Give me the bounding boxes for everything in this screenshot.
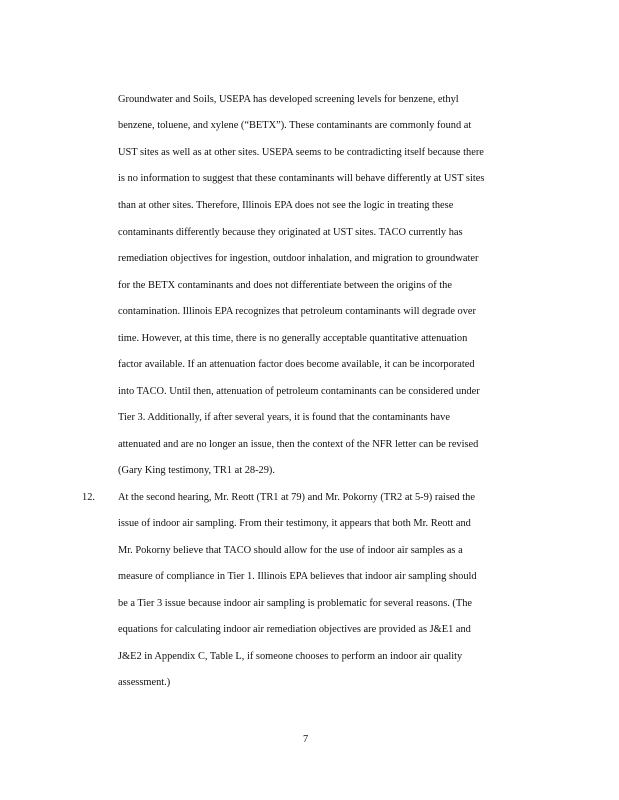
paragraph-line: attenuated and are no longer an issue, then the context of the NFR letter can be revised xyxy=(118,439,479,450)
item-line: issue of indoor air sampling. From their testimony, it appears that both Mr. Reott and xyxy=(118,518,471,529)
paragraph-line: than at other sites. Therefore, Illinois EPA does not see the logic in treating these xyxy=(118,200,454,211)
item-line: be a Tier 3 issue because indoor air sampling is problematic for several reasons. (The xyxy=(118,598,473,609)
paragraph-line: UST sites as well as at other sites. USEPA seems to be contradicting itself because there xyxy=(118,147,484,158)
item-line: measure of compliance in Tier 1. Illinois EPA believes that indoor air sampling should xyxy=(118,571,477,582)
item-line: assessment.) xyxy=(118,677,171,688)
item-line: Mr. Pokorny believe that TACO should allow for the use of indoor air samples as a xyxy=(118,545,463,556)
paragraph-line: Tier 3. Additionally, if after several years, it is found that the contaminants have xyxy=(118,412,450,423)
item-line: equations for calculating indoor air remediation objectives are provided as J&E1 and xyxy=(118,624,471,635)
paragraph-line: time. However, at this time, there is no generally acceptable quantitative attenuation xyxy=(118,333,468,344)
item-number: 12. xyxy=(82,492,95,503)
paragraph-line: factor available. If an attenuation factor does become available, it can be incorporated xyxy=(118,359,475,370)
item-line: J&E2 in Appendix C, Table L, if someone chooses to perform an indoor air quality xyxy=(118,651,463,662)
paragraph-line: is no information to suggest that these contaminants will behave differently at UST sites xyxy=(118,173,485,184)
paragraph-line: contamination. Illinois EPA recognizes that petroleum contaminants will degrade over xyxy=(118,306,477,317)
paragraph-line: for the BETX contaminants and does not differentiate between the origins of the xyxy=(118,280,452,291)
page-number: 7 xyxy=(303,734,309,745)
paragraph-line: contaminants differently because they originated at UST sites. TACO currently has xyxy=(118,227,463,238)
paragraph-line: benzene, toluene, and xylene (“BETX”). These contaminants are commonly found at xyxy=(118,120,472,131)
paragraph-line: Groundwater and Soils, USEPA has developed screening levels for benzene, ethyl xyxy=(118,94,459,105)
item-line: At the second hearing, Mr. Reott (TR1 at 79) and Mr. Pokorny (TR2 at 5-9) raised the xyxy=(118,492,475,503)
paragraph-line: (Gary King testimony, TR1 at 28-29). xyxy=(118,465,275,476)
paragraph-line: into TACO. Until then, attenuation of petroleum contaminants can be considered under xyxy=(118,386,480,397)
paragraph-line: remediation objectives for ingestion, outdoor inhalation, and migration to groundwater xyxy=(118,253,479,264)
